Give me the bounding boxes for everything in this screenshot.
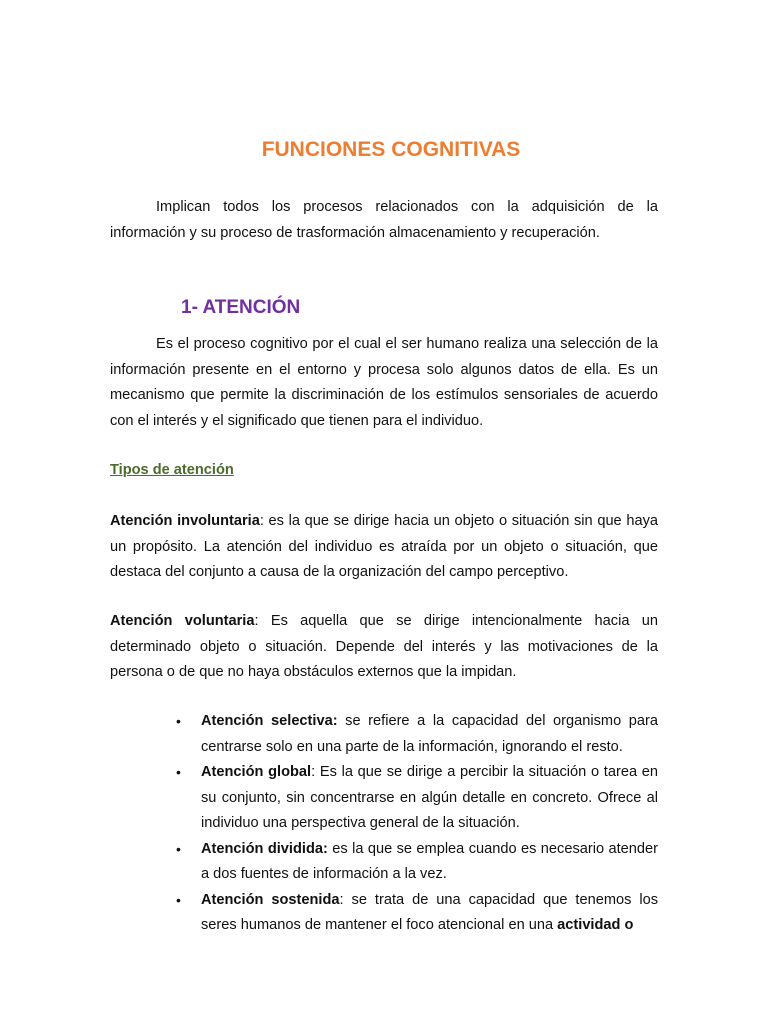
bullet-text: : Es la que se dirige a percibir la situación o tarea en su conjunto, sin concentrarse en algún detalle en concreto. Ofrece al individuo una perspectiva general de la situación.	[201, 764, 659, 831]
list-item	[174, 888, 658, 939]
bullet-text: : se trata de una capacidad que tenemos los seres humanos de mantener el foco atencional en una	[201, 891, 659, 933]
atencion-involuntaria-text: : es la que se dirige hacia un objeto o situación sin que haya un propósito. La atención del individuo es atraída por un objeto o situación, que destaca del conjunto a causa de la organización del campo perceptivo.	[110, 513, 658, 580]
atencion-voluntaria-text: : Es aquella que se dirige intencionalmente hacia un determinado objeto o situación. Depende del interés y las motivaciones de la persona o de que no haya obstáculos externos que la impidan.	[110, 613, 658, 680]
bullet-icon: •	[176, 764, 181, 780]
atencion-voluntaria-term: Atención voluntaria	[110, 613, 255, 629]
bullet-term: Atención global	[201, 764, 312, 780]
atencion-involuntaria-paragraph	[110, 509, 658, 586]
intro-paragraph: Implican todos los procesos relacionados con la adquisición de la información y su proceso de trasformación almacenamiento y recuperación.	[110, 199, 658, 241]
atencion-paragraph: Es el proceso cognitivo por el cual el ser humano realiza una selección de la información presente en el entorno y procesa solo algunos datos de ella. Es un mecanismo que permite la discriminación de los estímulos sensoriales de acuerdo con el interés y el significado que tienen para el individuo.	[110, 336, 658, 429]
atencion-involuntaria-term: Atención involuntaria	[110, 513, 260, 529]
bullet-text: es la que se emplea cuando es necesario atender a dos fuentes de información a la vez.	[201, 840, 658, 882]
list-item	[174, 709, 658, 760]
list-item	[174, 837, 658, 888]
bullet-term: Atención dividida:	[201, 840, 328, 857]
bullet-icon: •	[176, 840, 181, 857]
bullet-term: Atención sostenida	[201, 891, 340, 908]
bullet-text: se refiere a la capacidad del organismo para centrarse solo en una parte de la información, ignorando el resto.	[201, 713, 658, 755]
document-title: FUNCIONES COGNITIVAS	[261, 138, 521, 161]
tipos-atencion-bullet-list	[174, 709, 658, 939]
tipos-de-atencion-heading: Tipos de atención	[110, 462, 234, 478]
list-item	[174, 760, 658, 837]
bullet-icon: •	[176, 713, 181, 729]
section-heading-atencion: 1- ATENCIÓN	[181, 297, 301, 318]
bullet-term: Atención selectiva:	[201, 713, 338, 729]
bullet-icon: •	[176, 891, 181, 908]
bullet-trailing-bold: actividad o	[557, 917, 634, 933]
atencion-voluntaria-paragraph	[110, 609, 658, 686]
